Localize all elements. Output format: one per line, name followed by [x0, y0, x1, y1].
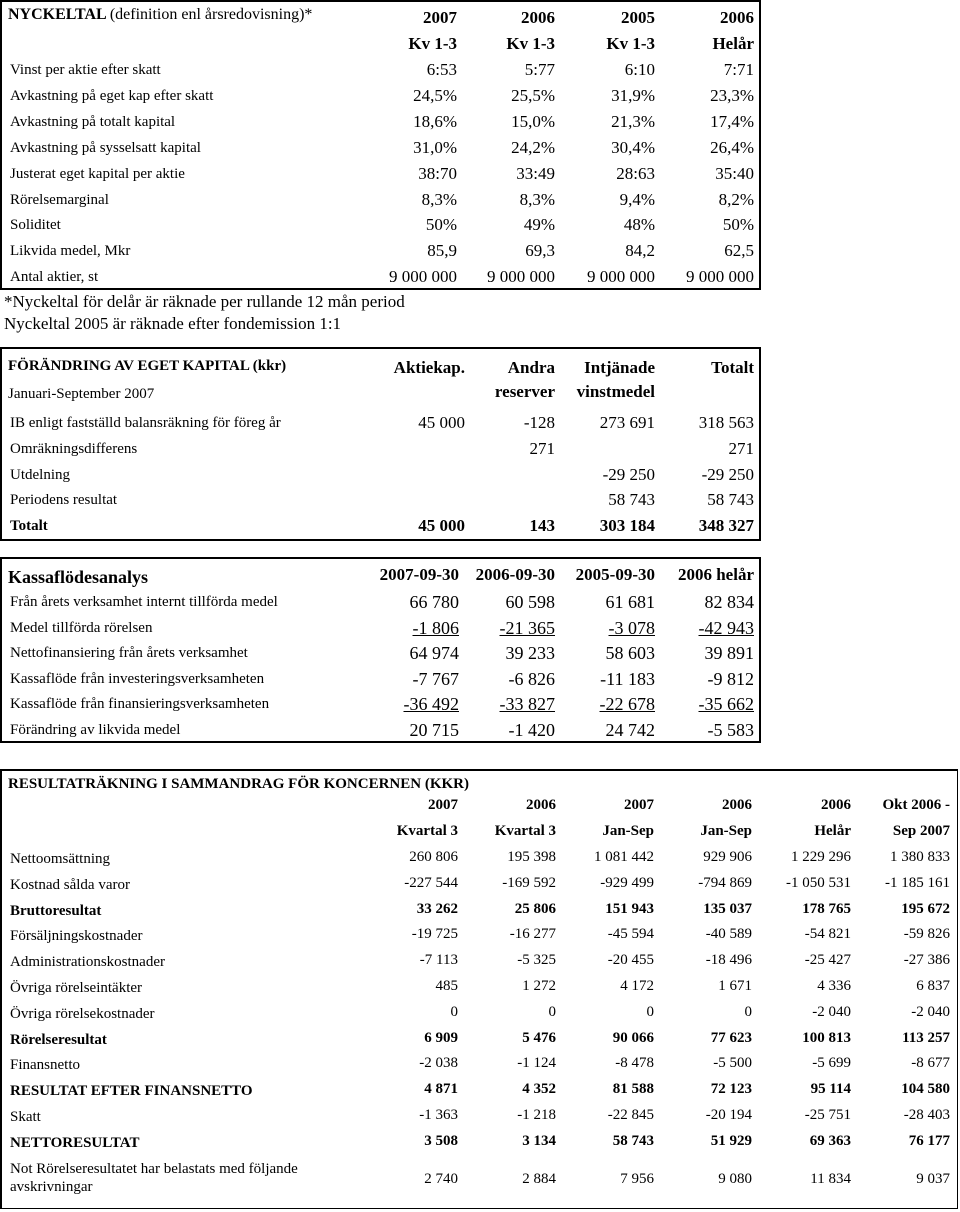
- row-value: 6:53: [426, 60, 457, 79]
- row-label: RESULTAT EFTER FINANSNETTO: [10, 1083, 253, 1100]
- row-value: -2 038: [419, 1055, 458, 1072]
- row-value: 82 834: [704, 592, 754, 612]
- row-label: NETTORESULTAT: [10, 1134, 140, 1151]
- row-value: -2 040: [812, 1003, 851, 1020]
- kassaflode-row: [2, 592, 759, 618]
- row-value: 9 000 000: [686, 267, 754, 287]
- row-value: 5:77: [524, 60, 555, 79]
- nyckeltal-row: [2, 60, 759, 86]
- row-label: Bruttoresultat: [10, 902, 102, 919]
- row-value: 24 742: [605, 719, 655, 740]
- nyckeltal-col-0-year: 2007: [423, 8, 457, 27]
- row-value: -19 725: [411, 926, 458, 943]
- row-value: -16 277: [509, 926, 556, 943]
- row-value: -45 594: [607, 926, 654, 943]
- resultat-footnote-row: [2, 1161, 957, 1201]
- row-value: 77 623: [710, 1029, 752, 1046]
- row-value: 6 909: [424, 1029, 458, 1046]
- row-value: 318 563: [698, 413, 754, 432]
- eget-kapital-col-3-line1: Totalt: [711, 358, 754, 377]
- kassaflode-row: [2, 618, 759, 644]
- row-value: -929 499: [600, 874, 654, 891]
- row-value: 33:49: [516, 163, 555, 183]
- eget-kapital-table: [0, 347, 761, 541]
- row-label: Rörelseresultat: [10, 1031, 107, 1048]
- footnote-line-1: Not Rörelseresultatet har belastats med följande: [10, 1160, 298, 1177]
- row-value: -9 812: [707, 668, 754, 689]
- row-value: -1 420: [508, 719, 555, 740]
- row-label: Avkastning på eget kap efter skatt: [10, 87, 214, 104]
- row-value: 6:10: [624, 60, 655, 79]
- row-value: 35:40: [715, 163, 754, 183]
- row-value: -227 544: [404, 874, 458, 891]
- row-label: Likvida medel, Mkr: [10, 243, 131, 260]
- nyckeltal-row: [2, 164, 759, 190]
- row-value: -28 403: [903, 1107, 950, 1123]
- resultat-col-5-line1: Okt 2006 -: [882, 797, 950, 813]
- row-value: -33 827: [499, 694, 555, 714]
- row-label: Utdelning: [10, 466, 70, 483]
- row-value: -1 363: [419, 1107, 458, 1123]
- resultat-table: [0, 769, 958, 1209]
- row-value: 4 871: [424, 1081, 458, 1098]
- resultat-row: [2, 1133, 957, 1159]
- row-value: -40 589: [705, 926, 752, 943]
- row-value: 9 000 000: [389, 267, 457, 287]
- eget-kapital-title: FÖRÄNDRING AV EGET KAPITAL (kkr): [8, 358, 287, 374]
- row-value: -7 113: [419, 952, 458, 969]
- nyckeltal-col-2-period: Kv 1-3: [606, 34, 655, 53]
- row-value: 95 114: [810, 1081, 851, 1098]
- row-value: 104 580: [901, 1081, 950, 1098]
- footnote-value: 2 884: [522, 1170, 556, 1187]
- row-value: 4 352: [522, 1081, 556, 1098]
- row-value: 31,0%: [413, 137, 457, 157]
- row-value: 9 000 000: [487, 267, 555, 287]
- row-value: -2 040: [911, 1003, 950, 1020]
- resultat-col-2-line2: Jan-Sep: [602, 823, 654, 839]
- row-value: -5 583: [707, 719, 754, 740]
- nyckeltal-row: [2, 267, 759, 293]
- resultat-col-2-line1: 2007: [624, 797, 654, 813]
- row-value: 61 681: [605, 592, 655, 612]
- row-value: 21,3%: [611, 111, 655, 131]
- row-value: -7 767: [412, 668, 459, 689]
- row-value: 49%: [523, 215, 555, 235]
- row-value: 39 891: [704, 643, 754, 663]
- row-value: -25 751: [804, 1107, 851, 1123]
- resultat-col-1-line2: Kvartal 3: [494, 823, 556, 839]
- footnote-value: 9 080: [718, 1170, 752, 1187]
- kassaflode-col-2-label: 2005-09-30: [575, 565, 655, 584]
- row-value: 348 327: [698, 516, 754, 536]
- kassaflode-col-0-label: 2007-09-30: [379, 565, 459, 584]
- row-value: 60 598: [505, 592, 555, 612]
- row-value: 0: [450, 1003, 458, 1020]
- row-value: -1 218: [517, 1107, 556, 1123]
- row-label: Kassaflöde från finansieringsverksamheten: [10, 696, 270, 712]
- row-value: 66 780: [409, 592, 459, 612]
- row-value: -1 050 531: [786, 874, 851, 891]
- row-value: 178 765: [802, 900, 851, 917]
- row-value: -22 845: [607, 1107, 654, 1123]
- row-label: Rörelsemarginal: [10, 191, 109, 208]
- row-value: 4 336: [817, 978, 851, 994]
- resultat-row: [2, 926, 957, 952]
- row-value: 1 671: [718, 978, 752, 994]
- row-value: 100 813: [802, 1029, 851, 1046]
- row-value: 23,3%: [710, 85, 754, 105]
- row-value: 25,5%: [511, 85, 555, 105]
- nyckeltal-row: [2, 215, 759, 241]
- row-label: Omräkningsdifferens: [10, 440, 138, 457]
- row-value: 28:63: [616, 163, 655, 183]
- kassaflode-table: [0, 557, 761, 743]
- row-value: 31,9%: [611, 85, 655, 105]
- row-value: 1 380 833: [890, 849, 950, 865]
- row-value: 85,9: [427, 241, 457, 261]
- row-value: -1 124: [517, 1055, 556, 1072]
- row-value: 38:70: [418, 163, 457, 183]
- row-value: -22 678: [599, 694, 655, 714]
- row-value: 5 476: [522, 1029, 556, 1046]
- row-value: 17,4%: [710, 111, 754, 131]
- row-value: 58 743: [612, 1132, 654, 1149]
- nyckeltal-row: [2, 112, 759, 138]
- row-value: -1 806: [412, 617, 459, 638]
- nyckeltal-row: [2, 241, 759, 267]
- row-value: 48%: [623, 215, 655, 235]
- row-value: 7:71: [723, 60, 754, 79]
- row-value: -6 826: [508, 668, 555, 689]
- row-value: 113 257: [902, 1029, 950, 1046]
- row-value: 45 000: [418, 413, 465, 432]
- kassaflode-col-1-label: 2006-09-30: [475, 565, 555, 584]
- row-value: 26,4%: [710, 137, 754, 157]
- row-label: Kostnad sålda varor: [10, 876, 130, 893]
- row-value: 0: [744, 1003, 752, 1020]
- row-value: -36 492: [403, 694, 459, 714]
- row-value: 58 743: [707, 490, 754, 510]
- row-label: Nettofinansiering från årets verksamhet: [10, 645, 248, 661]
- row-value: 72 123: [710, 1081, 752, 1098]
- row-value: 45 000: [418, 516, 465, 536]
- row-value: 24,2%: [511, 137, 555, 157]
- row-value: 8,3%: [519, 189, 555, 209]
- row-value: -1 185 161: [885, 874, 950, 891]
- row-value: 485: [435, 978, 458, 994]
- row-value: 0: [548, 1003, 556, 1020]
- nyckeltal-col-0-period: Kv 1-3: [408, 34, 457, 53]
- row-value: -20 194: [705, 1107, 752, 1123]
- row-label: Från årets verksamhet internt tillförda medel: [10, 594, 278, 610]
- nyckeltal-col-1-year: 2006: [521, 8, 555, 27]
- row-value: 33 262: [416, 900, 458, 917]
- row-value: -169 592: [502, 874, 556, 891]
- resultat-row: [2, 849, 957, 875]
- resultat-col-4-line2: Helår: [814, 823, 851, 839]
- eget-kapital-col-2-line2: vinstmedel: [576, 382, 655, 401]
- kassaflode-title: Kassaflödesanalys: [8, 567, 149, 587]
- row-label: IB enligt fastställd balansräkning för föreg år: [10, 415, 281, 431]
- row-value: -42 943: [698, 617, 754, 638]
- kassaflode-row: [2, 720, 759, 746]
- row-value: 195 398: [507, 849, 556, 865]
- row-value: -18 496: [705, 952, 752, 969]
- resultat-row: [2, 1055, 957, 1081]
- row-value: 260 806: [409, 849, 458, 865]
- row-value: -25 427: [804, 952, 851, 969]
- row-label: Administrationskostnader: [10, 954, 165, 971]
- nyckeltal-col-3-period: Helår: [712, 34, 754, 53]
- row-label: Periodens resultat: [10, 492, 118, 509]
- row-value: 4 172: [620, 978, 654, 994]
- nyckeltal-subtitle: (definition enl årsredovisning)*: [109, 6, 313, 23]
- resultat-row: [2, 1081, 957, 1107]
- row-value: 64 974: [409, 643, 459, 663]
- resultat-row: [2, 978, 957, 1004]
- row-value: 151 943: [605, 900, 654, 917]
- row-value: -27 386: [903, 952, 950, 969]
- nyckeltal-row: [2, 138, 759, 164]
- row-value: 1 229 296: [791, 849, 851, 865]
- eget-kapital-row: [2, 516, 759, 542]
- resultat-row: [2, 952, 957, 978]
- nyckeltal-table: [0, 0, 761, 290]
- row-value: 69,3: [525, 241, 555, 261]
- nyckeltal-row: [2, 190, 759, 216]
- row-value: 24,5%: [413, 85, 457, 105]
- row-label: Nettoomsättning: [10, 851, 110, 867]
- footnote-line-2: avskrivningar: [10, 1178, 93, 1195]
- row-value: 58 603: [605, 643, 655, 663]
- resultat-col-3-line1: 2006: [722, 797, 752, 813]
- nyckeltal-row: [2, 86, 759, 112]
- row-value: -59 826: [903, 926, 950, 943]
- row-value: 81 588: [612, 1081, 654, 1098]
- kassaflode-row: [2, 643, 759, 669]
- kassaflode-col-3-label: 2006 helår: [677, 565, 754, 584]
- nyckeltal-col-3-year: 2006: [720, 8, 754, 27]
- row-value: 18,6%: [413, 111, 457, 131]
- eget-kapital-col-1-line1: Andra: [507, 358, 555, 377]
- nyckeltal-col-1-period: Kv 1-3: [506, 34, 555, 53]
- row-value: 3 508: [424, 1132, 458, 1149]
- row-value: 69 363: [809, 1132, 851, 1149]
- row-value: 15,0%: [511, 111, 555, 131]
- row-label: Totalt: [10, 518, 48, 535]
- row-label: Övriga rörelseintäkter: [10, 980, 143, 996]
- row-value: -3 078: [608, 617, 655, 638]
- kassaflode-row: [2, 694, 759, 720]
- row-value: 8,2%: [718, 189, 754, 209]
- resultat-col-1-line1: 2006: [526, 797, 556, 813]
- row-label: Kassaflöde från investeringsverksamheten: [10, 670, 265, 687]
- row-value: 39 233: [505, 643, 555, 663]
- resultat-row: [2, 1030, 957, 1056]
- kassaflode-row: [2, 669, 759, 695]
- resultat-title: RESULTATRÄKNING I SAMMANDRAG FÖR KONCERNEN (KKR): [8, 776, 469, 792]
- footnote-value: 11 834: [810, 1170, 851, 1187]
- nyckeltal-title: NYCKELTAL: [8, 6, 106, 23]
- row-value: -29 250: [701, 464, 754, 484]
- row-value: 271: [728, 438, 754, 458]
- footnote-value: 2 740: [424, 1170, 458, 1187]
- footnote-value: 9 037: [916, 1170, 950, 1187]
- row-value: -5 699: [812, 1055, 851, 1072]
- row-value: -8 677: [911, 1055, 950, 1072]
- row-value: -5 325: [517, 952, 556, 969]
- row-label: Avkastning på totalt kapital: [10, 113, 176, 130]
- row-value: 1 272: [522, 978, 556, 994]
- resultat-col-5-line2: Sep 2007: [892, 823, 950, 839]
- row-value: 20 715: [409, 719, 459, 740]
- resultat-col-3-line2: Jan-Sep: [700, 823, 752, 839]
- resultat-row: [2, 1004, 957, 1030]
- row-value: 30,4%: [611, 137, 655, 157]
- eget-kapital-row: [2, 413, 759, 439]
- row-value: 50%: [425, 215, 457, 235]
- row-value: 6 837: [916, 978, 950, 994]
- row-value: 135 037: [703, 900, 752, 917]
- row-value: 195 672: [901, 900, 950, 917]
- row-value: 0: [646, 1003, 654, 1020]
- row-value: 62,5: [724, 241, 754, 261]
- row-value: 58 743: [608, 490, 655, 510]
- row-value: 50%: [722, 215, 754, 235]
- resultat-row: [2, 901, 957, 927]
- eget-kapital-col-1-line2: reserver: [494, 382, 555, 401]
- row-value: 8,3%: [421, 189, 457, 209]
- nyckeltal-note-1: *Nyckeltal för delår är räknade per rullande 12 mån period: [4, 292, 405, 311]
- row-value: 84,2: [625, 241, 655, 261]
- row-label: Försäljningskostnader: [10, 928, 143, 945]
- row-value: 3 134: [522, 1132, 556, 1149]
- row-label: Soliditet: [10, 217, 61, 234]
- row-value: 271: [529, 438, 555, 458]
- row-value: 9,4%: [619, 189, 655, 209]
- row-value: -11 183: [600, 668, 655, 689]
- nyckeltal-col-2-year: 2005: [621, 8, 655, 27]
- row-label: Avkastning på sysselsatt kapital: [10, 139, 201, 156]
- nyckeltal-title-wrap: [8, 6, 312, 24]
- nyckeltal-note-2: Nyckeltal 2005 är räknade efter fondemission 1:1: [4, 314, 342, 333]
- row-value: 303 184: [599, 516, 655, 536]
- row-value: -21 365: [499, 617, 555, 638]
- resultat-col-0-line1: 2007: [428, 797, 458, 813]
- row-value: 76 177: [908, 1132, 950, 1149]
- eget-kapital-row: [2, 490, 759, 516]
- eget-kapital-row: [2, 465, 759, 491]
- row-value: -29 250: [602, 464, 655, 484]
- row-label: Övriga rörelsekostnader: [10, 1005, 155, 1022]
- row-label: Förändring av likvida medel: [10, 721, 181, 738]
- row-value: 273 691: [599, 413, 655, 432]
- resultat-row: [2, 875, 957, 901]
- row-value: -128: [523, 413, 555, 432]
- row-value: 25 806: [514, 900, 556, 917]
- row-value: -54 821: [804, 926, 851, 943]
- eget-kapital-subtitle: Januari-September 2007: [8, 386, 155, 402]
- row-value: 51 929: [710, 1132, 752, 1149]
- resultat-row: [2, 1107, 957, 1133]
- row-label: Skatt: [10, 1109, 41, 1125]
- row-value: 143: [529, 516, 555, 536]
- row-value: 1 081 442: [594, 849, 654, 865]
- row-label: Finansnetto: [10, 1057, 80, 1074]
- eget-kapital-row: [2, 439, 759, 465]
- row-value: -35 662: [698, 694, 754, 714]
- eget-kapital-col-0-line1: Aktiekap.: [393, 358, 465, 377]
- row-value: 9 000 000: [587, 267, 655, 287]
- row-value: 90 066: [612, 1029, 654, 1046]
- row-label: Vinst per aktie efter skatt: [10, 62, 161, 78]
- row-value: -8 478: [615, 1055, 654, 1072]
- resultat-col-0-line2: Kvartal 3: [396, 823, 458, 839]
- resultat-col-4-line1: 2006: [821, 797, 851, 813]
- eget-kapital-col-2-line1: Intjänade: [584, 358, 655, 377]
- row-value: 929 906: [703, 849, 752, 865]
- footnote-value: 7 956: [620, 1170, 654, 1187]
- row-label: Justerat eget kapital per aktie: [10, 165, 185, 182]
- row-label: Medel tillförda rörelsen: [10, 619, 153, 636]
- row-value: -5 500: [713, 1055, 752, 1072]
- row-value: -794 869: [698, 874, 752, 891]
- row-label: Antal aktier, st: [10, 269, 99, 286]
- row-value: -20 455: [607, 952, 654, 969]
